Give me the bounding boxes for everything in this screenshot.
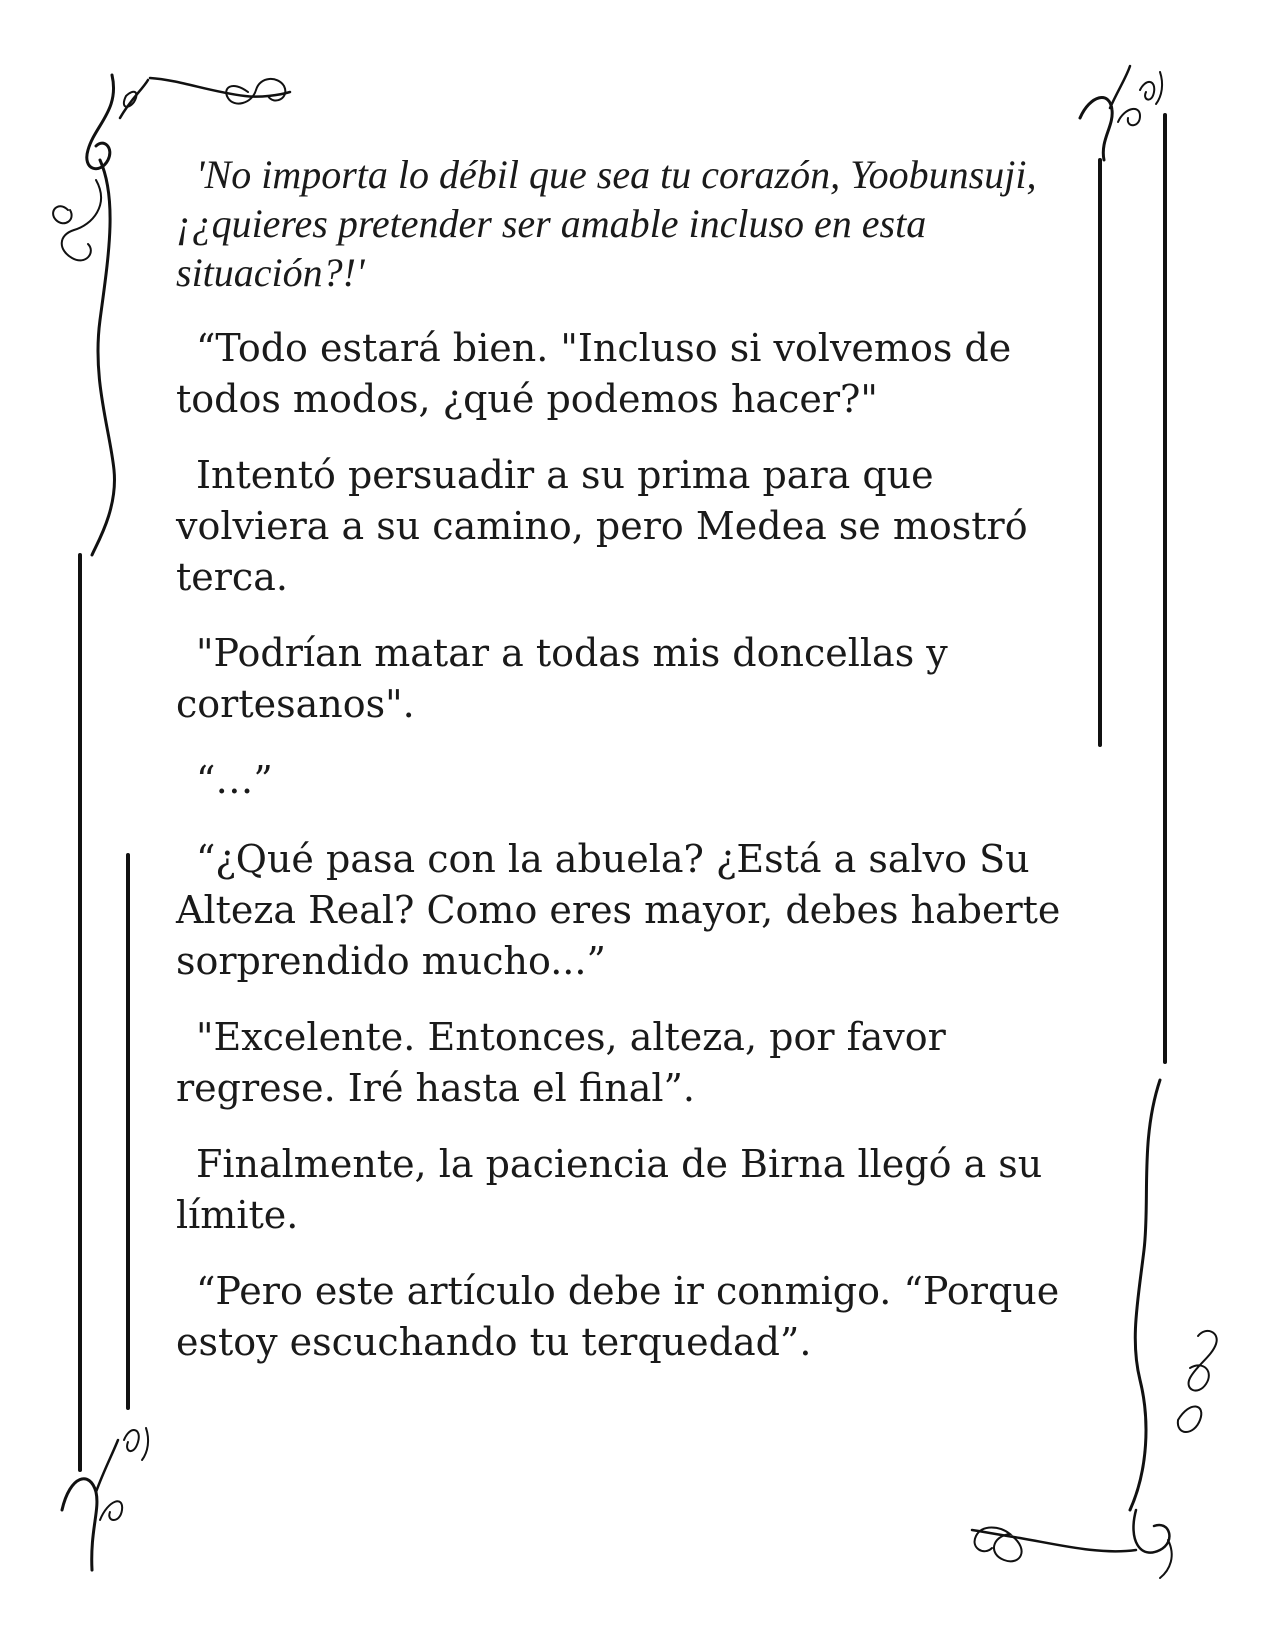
paragraph-9: “Pero este artículo debe ir conmigo. “Porque estoy escuchando tu terquedad”. (176, 1269, 1060, 1364)
paragraph-3: Intentó persuadir a su prima para que volviera a su camino, pero Medea se mostró terca. (176, 453, 1028, 599)
right-border-lines (1100, 115, 1165, 1062)
left-border-lines (80, 555, 128, 1470)
paragraph-1: 'No importa lo débil que sea tu corazón, Yoobunsuji, ¡¿quieres pretender ser amable incluso en esta situación?!' (176, 152, 1037, 295)
paragraph-2: “Todo estará bien. "Incluso si volvemos de todos modos, ¿qué podemos hacer?" (176, 326, 1012, 421)
paragraph-8: Finalmente, la paciencia de Birna llegó a su límite. (176, 1142, 1043, 1237)
top-right-flourish (1080, 66, 1162, 160)
bottom-left-flourish (62, 1428, 148, 1570)
page-text (176, 150, 1076, 1393)
paragraph-5: “…” (196, 758, 273, 802)
paragraph-7: "Excelente. Entonces, alteza, por favor regrese. Iré hasta el final”. (176, 1015, 946, 1110)
paragraph-4: "Podrían matar a todas mis doncellas y cortesanos". (176, 631, 948, 726)
paragraph-6: “¿Qué pasa con la abuela? ¿Está a salvo Su Alteza Real? Como eres mayor, debes haberte sorprendido mucho...” (176, 837, 1061, 983)
